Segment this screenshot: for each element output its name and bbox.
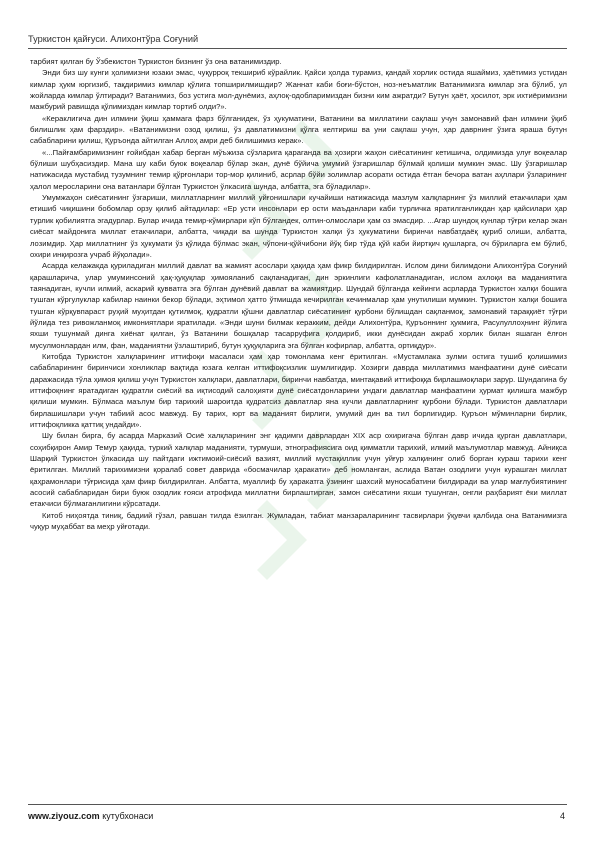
paragraph: «Кераклигича дин илмини ўқиш ҳаммага фарз бўлганидек, ўз ҳукуматини, Ватанини ва миллатини сақлаш учун замонавий фан илмини ўқиб билишлик ҳам фарздир». «Ватанимизни озод қилиш, ўз давлатимизни қўлга келтириш ва уни сақлаш учун, ҳар даврнинг ўзига яраша бутун сабабларини қилиш, Қуръонда айтилган Аллоҳ амри деб билишимиз керак». (30, 113, 567, 146)
paragraph: Китобда Туркистон халқларининг иттифоқи масаласи ҳам ҳар томонлама кенг ёритилган. «Мустамлака зулми остига тушиб қолишимиз сабабларининг биринчиси хонликлар вақтида юзага келган иттифоқсизлик шумлигидир. Хозирги даврда миллатимиз манфаатини дунё сиёсати даражасида тўла ҳимоя қилиш учун Туркистон халқлари, давлатлари, биринчи навбатда, минтақавий иттифоққа бирлашмоқлари зарур. Шундагина бу иттифоқнинг яратадиган қудратли сиёсий ва иқтисодий салоҳияти дунё сиёсатдонларини ундаги давлатлар манфаатини ҳурмат қилишга мажбур қилиши мумкин. Бўлмаса маълум бир тарихий шароитда қудратсиз давлатлар яна кучли давлатларнинг қурбони бўлади. Туркистон давлатлари бирлашишлари учун табиий асос мавжуд. Бу тарих, юрт ва маданият бирлиги, умумий дин ва тил борлигидир. Қуръон мўминларни бирлик, иттифоқликка қаттиқ ундайди». (30, 351, 567, 429)
paragraph: Китоб ниҳоятда тиниқ, бадиий гўзал, равшан тилда ёзилган. Жумладан, табиат манзараларининг тасвирлари ўқувчи қалбида она Ватанимизга чуқур муҳаббат ва меҳр уйғотади. (30, 510, 567, 532)
paragraph: «...Пайғамбаримизнинг ғойибдан хабар берган мўъжиза сўзларига қараганда ва ҳозирги жаҳон сиёсатининг кетишича, олдимизда улуғ воқеалар бўлиши шубҳасиздир. Мана шу каби буюк воқеалар бўлар экан, дунё бўйича умумий ўзгаришлар бўлмай қолиши мумкин эмас. Шу ўзгаришлар натижасида мустабид тузумнинг темир қўрғонлари тор-мор қилиниб, асрлар бўйи золимлар асорати остида ётган бечора ватан аҳллари ўзларининг ҳалол меросларини она ватанлари бўлган Туркистон ўлкасига шунда, албатта, эга бўладилар». (30, 147, 567, 191)
footer-site-link[interactable]: www.ziyouz.com (28, 811, 100, 821)
footer-site (28, 811, 153, 821)
page-footer (28, 804, 567, 823)
body-text (30, 56, 567, 796)
paragraph: Энди биз шу кунги ҳолимизни юзаки эмас, чуқурроқ текшириб кўрайлик. Қайси ҳолда турамиз, қандай хорлик остида яшаймиз, ҳаётимиз устидан кимлар ҳукм юргизиб, тақдиримиз кимлар қўлига топширилмишдир? Жаннат каби боғи-бўстон, ноз-неъматлик Ватанимизга кимлар эга бўлиб, ул жойларда кимлар ўлтиради? Ватанимиз, боз устига мол-дунёмиз, аҳлоқ-одобларимиздан бизни ким ажратди? Бутун ҳаёт, ҳосилот, эрк ихтиёримизни мажбурий равишда қўлимиздан кимлар тортиб олди?». (30, 68, 567, 112)
paragraph: Асарда келажакда қуриладиган миллий давлат ва жамият асослари ҳақида ҳам фикр билдирилган. Ислом дини билимдони Алихонтўра Соғуний қарашларича, улар умуминсоний ҳақ-ҳуқуқлар ҳимояланиб сақланадиган, дин эркинлиги кафолатланадиган, ислом ахлоқи ва маданиятига таянадиган, кучли илмий, аскарий қувватга эга бўлган дунёвий давлат ва жамиятдир. Шундай бўлганда кейинги асрларда Туркистон халқи бошига тушган кўргулуклар кабилар наинки бекор бўлади, эҳтимол ҳатто ўтмишда кечирилган кечинмалар ҳам унутилиши мумкин. Туркистон халқи бошига тушган кўрқувпараст руҳий муҳитдан қутилмоқ, қудратли қўшни давлатлар сиёсатининг қурбони бўлишдан сақланмоқ, замонавий тараққиёт тўғри йўлида тез ривожланмоқ имкониятлари яратилади. «Энди шуни билмак керакким, дейди Алихонтўра, Қуръоннинг ҳукмига, Расулуллоҳнинг йўлига яхши тушунмай динга хиёнат қилган, ўз Ватанини бошқалар тасарруфига қолдириб, икки дунёсидан ажраб хорлик билан яшаган ёлғон мусулмонлардан илм, фан, маданиятни ўзлаштириб, бутун ҳуқуқларига эга бўлган кофирлар, албатта, ортиқдур». (30, 261, 567, 350)
page-header: Туркистон қайғуси. Алихонтўра Соғуний (28, 34, 567, 49)
page-number: 4 (559, 811, 565, 821)
paragraph: тарбият қилган бу Ўзбекистон Туркистон бизнинг ўз она ватанимиздир. (30, 57, 282, 66)
paragraph: Шу билан бирга, бу асарда Марказий Осиё халқларининг энг қадимги даврлардан XIX аср охиригача бўлган давр ичида қурган давлатлари, соҳибқирон Амир Темур ҳақида, туркий халқлар маданияти, турмуши, этнографиясига оид қимматли тарихий, илмий маълумотлар мавжуд. Айниқса Шарқий Туркистон ўлкасида шу пайтдаги ижтимоий-сиёсий вазият, миллий мустақиллик учун уйғур халқининг олиб борган кураш тарихи кенг ёритилган. Миллий тарихимизни қоралаб совет даврида «босмачилар ҳаракати» деб номланган, аслида Ватан озодлиги учун курашган миллат қаҳрамонлари тўғрисида ҳам фикр билдирилган. Албатта, муаллиф бу ҳаракатга ўзининг шахсий муносабатини билдиради ва улар мағлубиятининг асосий сабабларидан бири буюк озодлик ғояси атрофида миллатни бирлаштирган, замон сиёсатини яхши тушунган, онгли раҳбарият ёки миллат етакчиси бўлмаганлигини кўрсатади. (30, 431, 567, 509)
paragraph: Умумжаҳон сиёсатининг ўзгариши, миллатларнинг миллий уйғонишлари кучайиши натижасида мазлум халқларнинг ўз миллий етакчилари ҳам етишиб чиқишини бобомлар орзу қилиб айтадилар: «Ер усти инсонлари ер ости маъданлари каби турличка яратилганликдан ҳар қайсилари ҳар турлик қобилиятга эгадурлар. Булар ичида темир-кўмирлари кўп бўлгандек, олтин-олмослари ҳам оз эмасдир. ...Агар шундоқ кунлар тўғри келар экан сиёсат майдонига миллат етакчилари, албатта, чиқади ва шунда Туркистон халқи ўз ҳукуматини биринчи навбатдаёқ қуриб олиши, албатта, лозимдир. Ҳар миллатнинг ўз ҳукумати ўз қўлида бўлмас экан, чўпони-қўйчибони йўқ бир тўда қўй каби йиртқич қушларга, оч бўриларга ем бўлиб, охири инқирозга учраб йўқолади». (30, 193, 567, 259)
footer-library-label: кутубхонаси (99, 811, 154, 821)
